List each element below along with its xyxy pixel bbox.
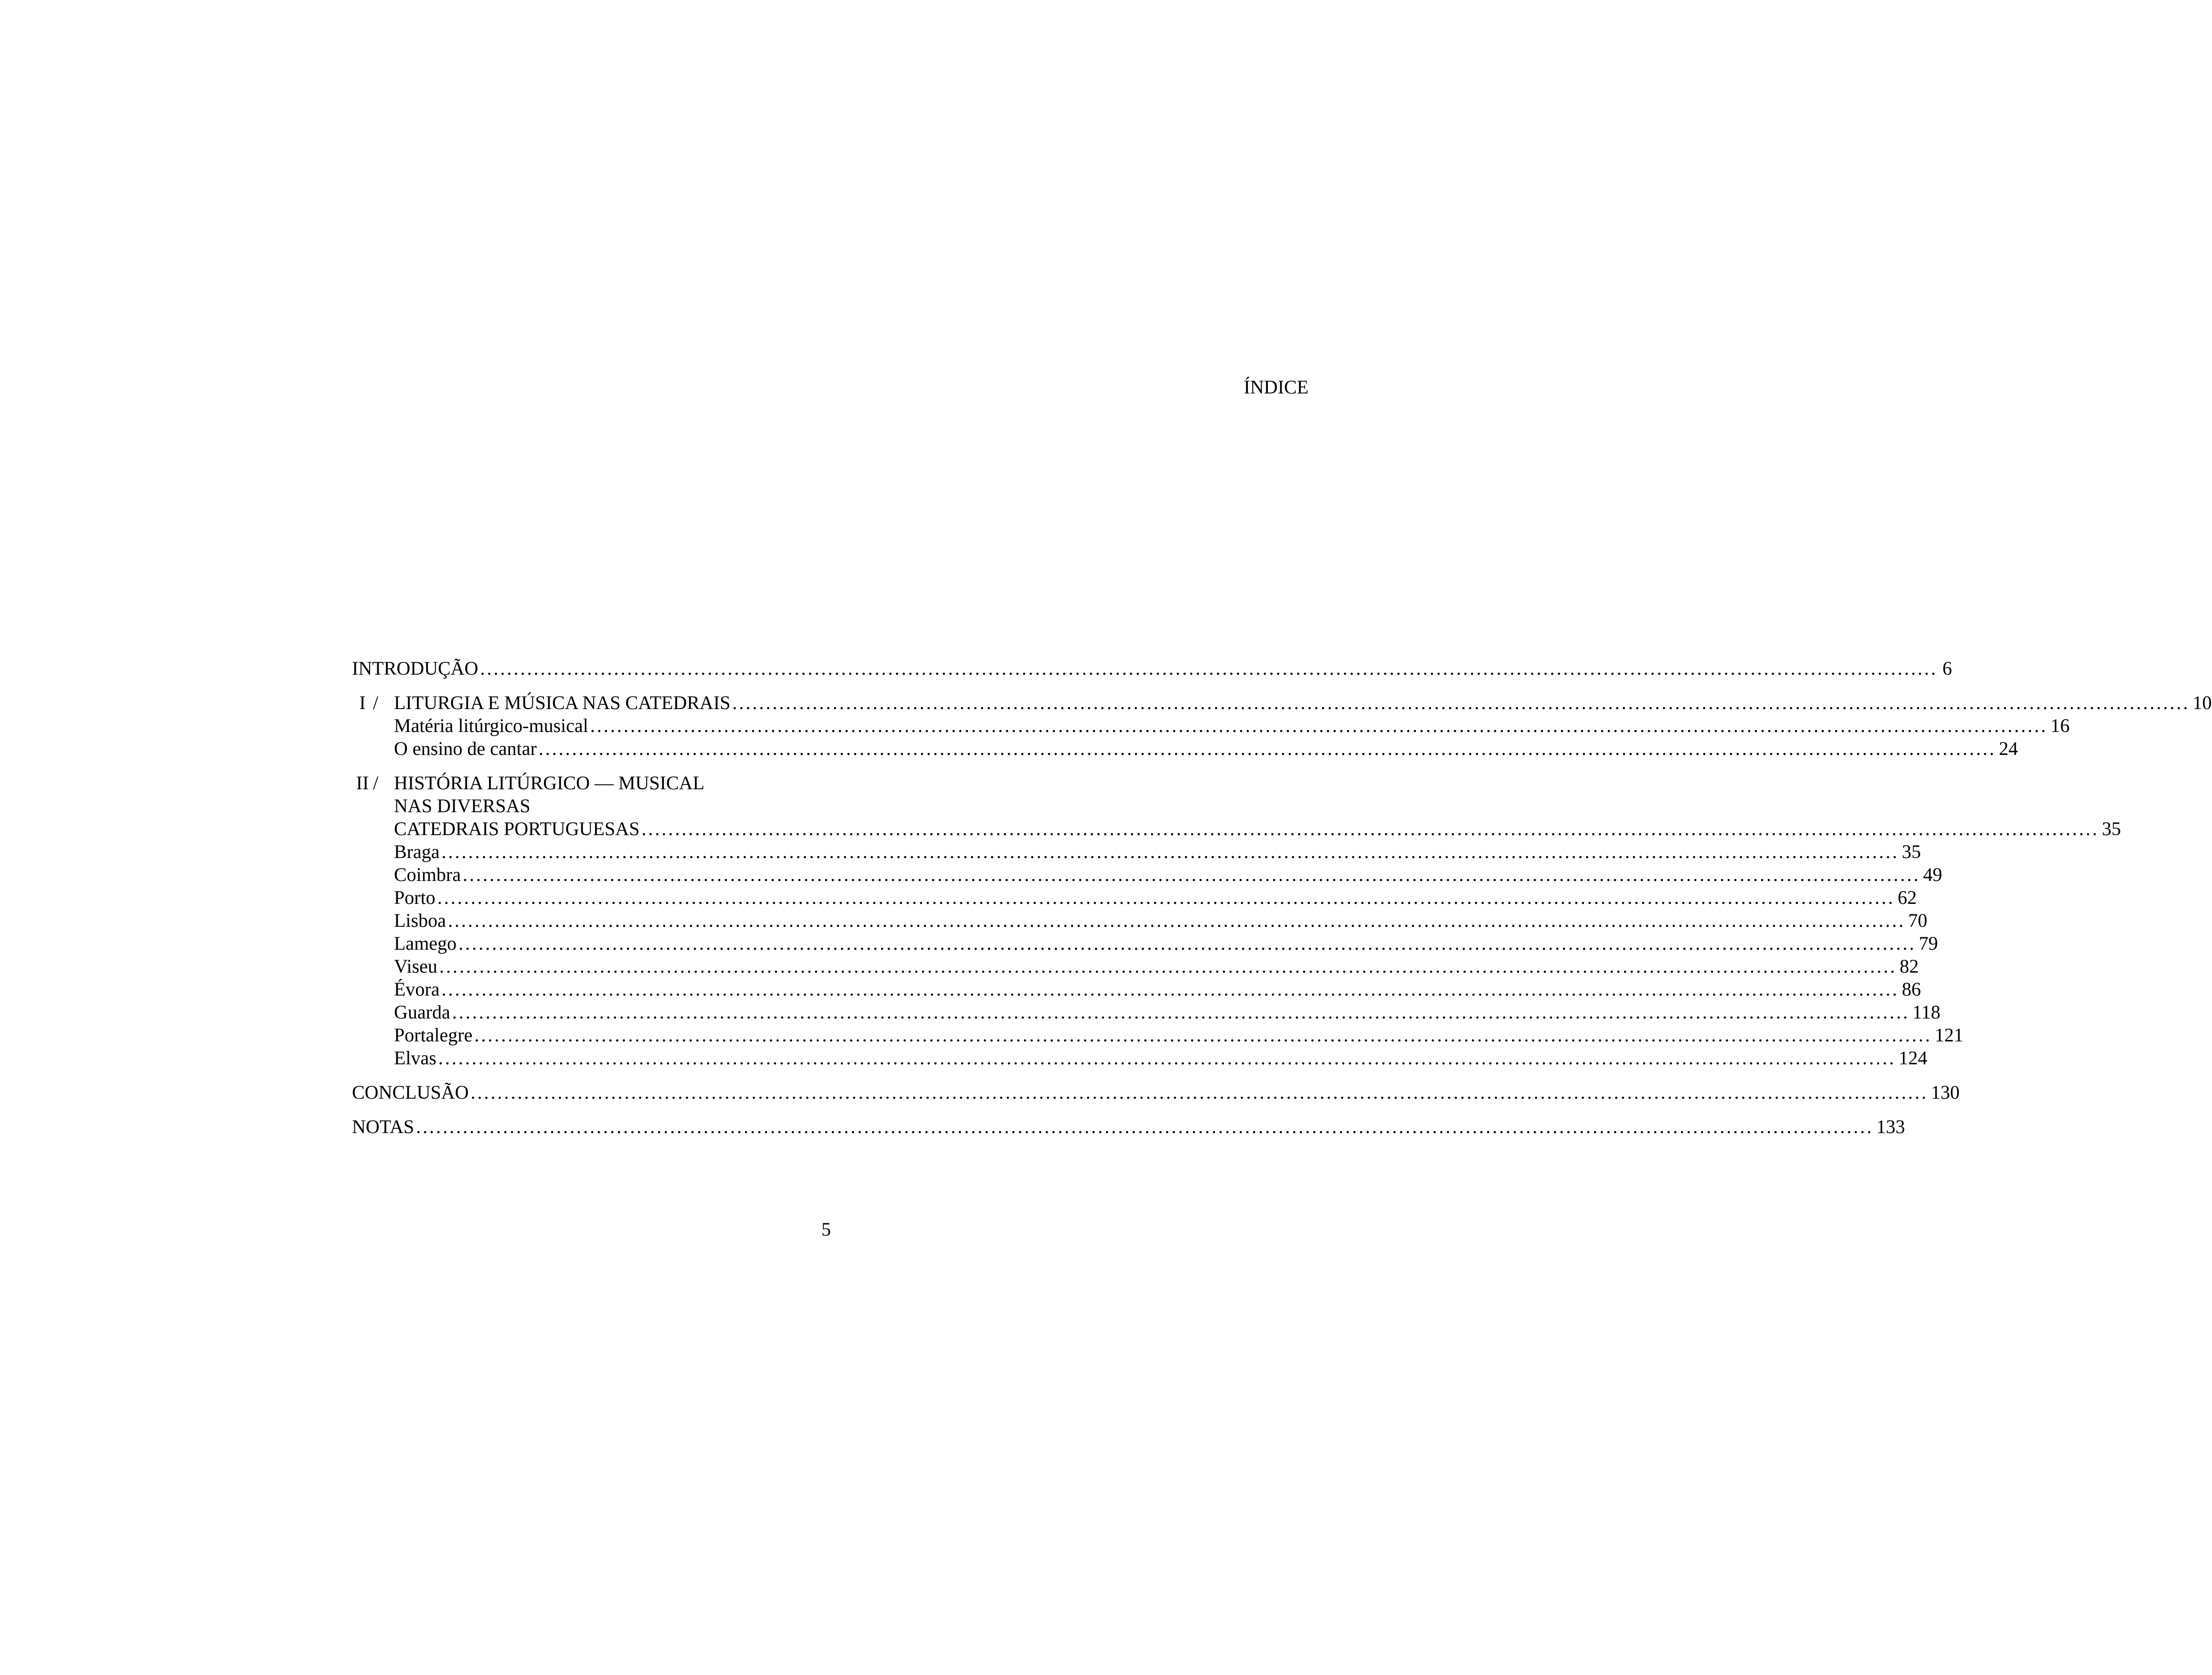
toc-subentry[interactable] [352,840,1921,863]
toc-entry-label: HISTÓRIA LITÚRGICO — MUSICAL [394,772,704,794]
dot-leader [474,1024,1932,1047]
toc-subentry-page: 35 [1902,841,1921,862]
dot-leader [442,978,1899,1001]
toc-subentry-page: 79 [1919,933,1938,954]
dot-leader [590,714,2048,737]
part-roman-numeral: II [356,772,369,794]
toc-subentry-label: Lamego [394,933,457,954]
toc-subentry[interactable] [352,1024,1964,1047]
toc-entry-part-1[interactable] [352,691,2212,714]
toc-subentry[interactable] [352,737,2018,760]
toc-subentry[interactable] [352,932,1938,955]
dot-leader [416,1115,1873,1138]
part-separator: / [373,692,379,713]
index-heading: ÍNDICE [1244,376,1308,398]
toc-subentry-label: Évora [394,978,440,1000]
toc-entry-part-2-line-2[interactable] [352,795,831,817]
toc-entry-page: 35 [2102,818,2121,839]
toc-entry-label: LITURGIA E MÚSICA NAS CATEDRAIS [394,692,731,713]
toc-entry-page: 6 [1942,657,1952,679]
dot-leader [438,1047,1896,1070]
toc-subentry-page: 24 [1999,738,2018,759]
toc-subentry[interactable] [352,1001,1941,1024]
dot-leader [437,886,1895,909]
toc-subentry-label: Lisboa [394,910,446,931]
toc-subentry-label: Matéria litúrgico-musical [394,715,588,736]
toc-subentry-label: Guarda [394,1001,450,1023]
dot-leader [539,737,1996,760]
toc-entry-conclusion[interactable] [352,1081,1960,1104]
toc-subentry-label: Viseu [394,955,437,977]
toc-subentry-page: 121 [1935,1024,1964,1046]
toc-entry-label: NAS DIVERSAS [394,795,531,816]
page-number: 5 [821,1219,831,1240]
toc-subentry[interactable] [352,1047,1927,1070]
toc-entry-label: INTRODUÇÃO [352,657,479,679]
toc-subentry[interactable] [352,863,1942,886]
toc-subentry-page: 118 [1912,1001,1941,1023]
toc-entry-notes[interactable] [352,1115,1905,1138]
toc-entry-label: NOTAS [352,1116,415,1137]
toc-subentry-page: 82 [1899,955,1919,977]
part-roman-numeral: I [359,692,366,713]
toc-subentry-label: Portalegre [394,1024,473,1046]
table-of-contents [352,657,2212,1138]
dot-leader [641,817,2099,840]
dot-leader [480,657,1937,680]
toc-subentry-page: 86 [1902,978,1921,1000]
part-number [352,772,394,795]
toc-subentry[interactable] [352,886,1917,909]
part-number [352,691,394,714]
dot-leader [452,1001,1910,1024]
toc-subentry[interactable] [352,978,1921,1001]
toc-subentry[interactable] [352,955,1919,978]
dot-leader [439,955,1897,978]
toc-entry-label: CONCLUSÃO [352,1081,469,1103]
toc-entry-page: 133 [1876,1116,1905,1137]
dot-leader [463,863,1920,886]
toc-subentry-label: Braga [394,841,440,862]
toc-entry-introduction[interactable] [352,657,1952,680]
toc-subentry-page: 16 [2050,715,2070,736]
toc-entry-label: CATEDRAIS PORTUGUESAS [394,818,640,839]
toc-entry-page: 130 [1931,1081,1960,1103]
toc-subentry-label: Coimbra [394,864,461,885]
toc-subentry-page: 124 [1898,1047,1927,1069]
toc-subentry[interactable] [352,714,2070,737]
toc-subentry[interactable] [352,909,1927,932]
toc-entry-page: 10 [2192,692,2212,713]
toc-subentry-label: O ensino de cantar [394,738,537,759]
toc-subentry-label: Elvas [394,1047,436,1069]
dot-leader [442,840,1899,863]
toc-entry-part-2-line-1[interactable] [352,772,831,795]
dot-leader [470,1081,1928,1104]
part-separator: / [373,772,379,794]
toc-subentry-page: 49 [1923,864,1942,885]
dot-leader [733,691,2190,714]
dot-leader [448,909,1905,932]
toc-subentry-label: Porto [394,887,436,908]
toc-subentry-page: 70 [1908,910,1927,931]
toc-subentry-page: 62 [1897,887,1917,908]
toc-entry-part-2-line-3[interactable] [352,817,2121,840]
dot-leader [458,932,1916,955]
